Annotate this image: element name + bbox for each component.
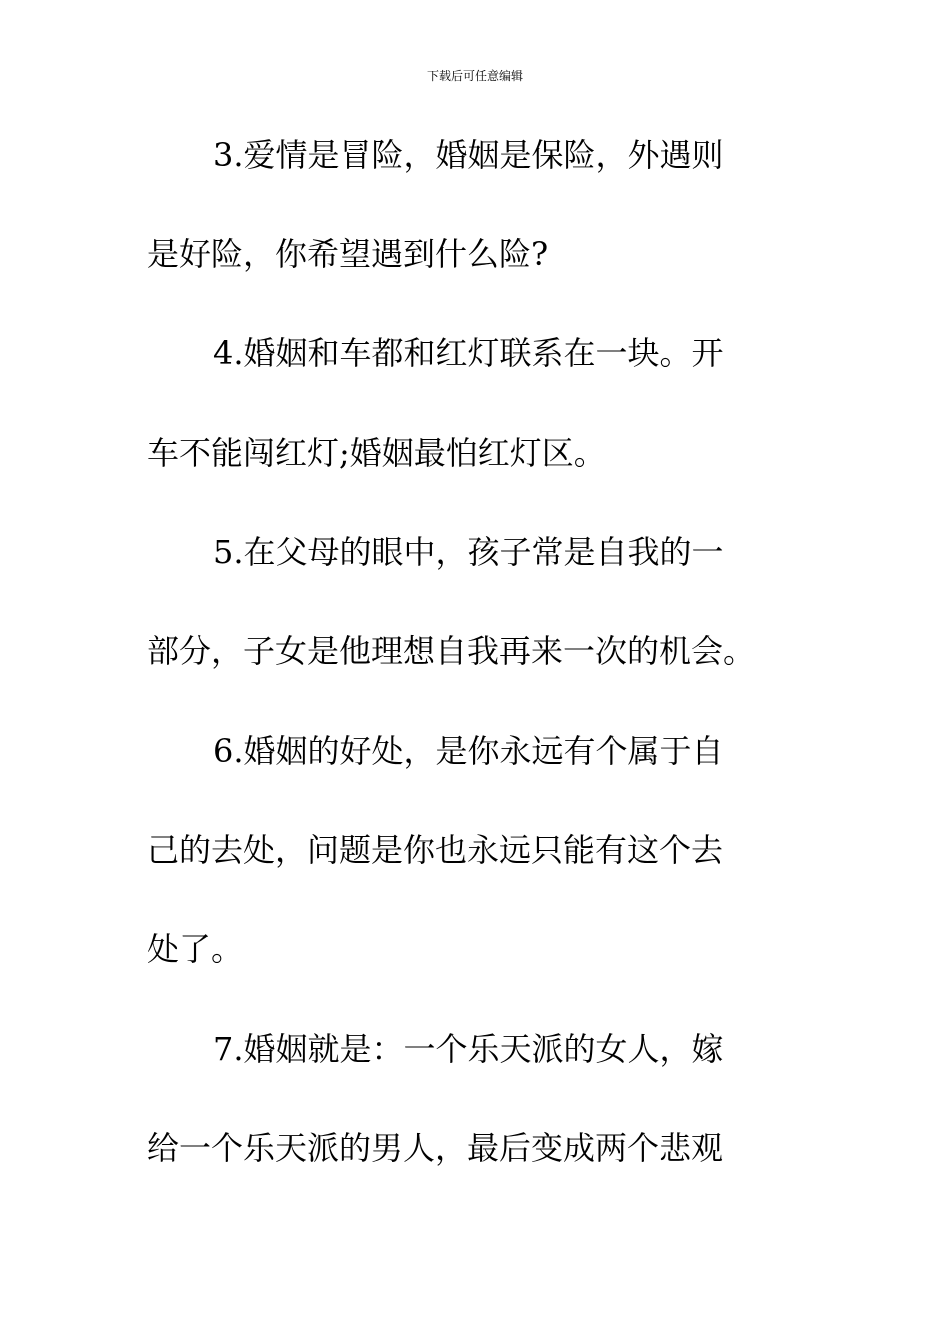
text-line-item6-b: 己的去处，问题是你也永远只能有这个去 bbox=[147, 831, 724, 869]
text-line-item3-b: 是好险，你希望遇到什么险? bbox=[147, 235, 549, 273]
text-line-item5-b: 部分，子女是他理想自我再来一次的机会。 bbox=[147, 632, 756, 670]
page-header: 下载后可任意编辑 bbox=[426, 69, 523, 83]
text-line-item7-a: 7.婚姻就是：一个乐天派的女人，嫁 bbox=[213, 1030, 724, 1068]
text-line-item6-a: 6.婚姻的好处，是你永远有个属于自 bbox=[213, 732, 724, 770]
text-line-item3-a: 3.爱情是冒险，婚姻是保险，外遇则 bbox=[213, 136, 724, 174]
text-line-item6-c: 处了。 bbox=[147, 930, 244, 968]
text-line-item4-a: 4.婚姻和车都和红灯联系在一块。开 bbox=[213, 334, 724, 372]
text-line-item5-a: 5.在父母的眼中，孩子常是自我的一 bbox=[213, 533, 724, 571]
text-line-item7-b: 给一个乐天派的男人，最后变成两个悲观 bbox=[147, 1129, 724, 1167]
text-line-item4-b: 车不能闯红灯;婚姻最怕红灯区。 bbox=[147, 434, 606, 472]
